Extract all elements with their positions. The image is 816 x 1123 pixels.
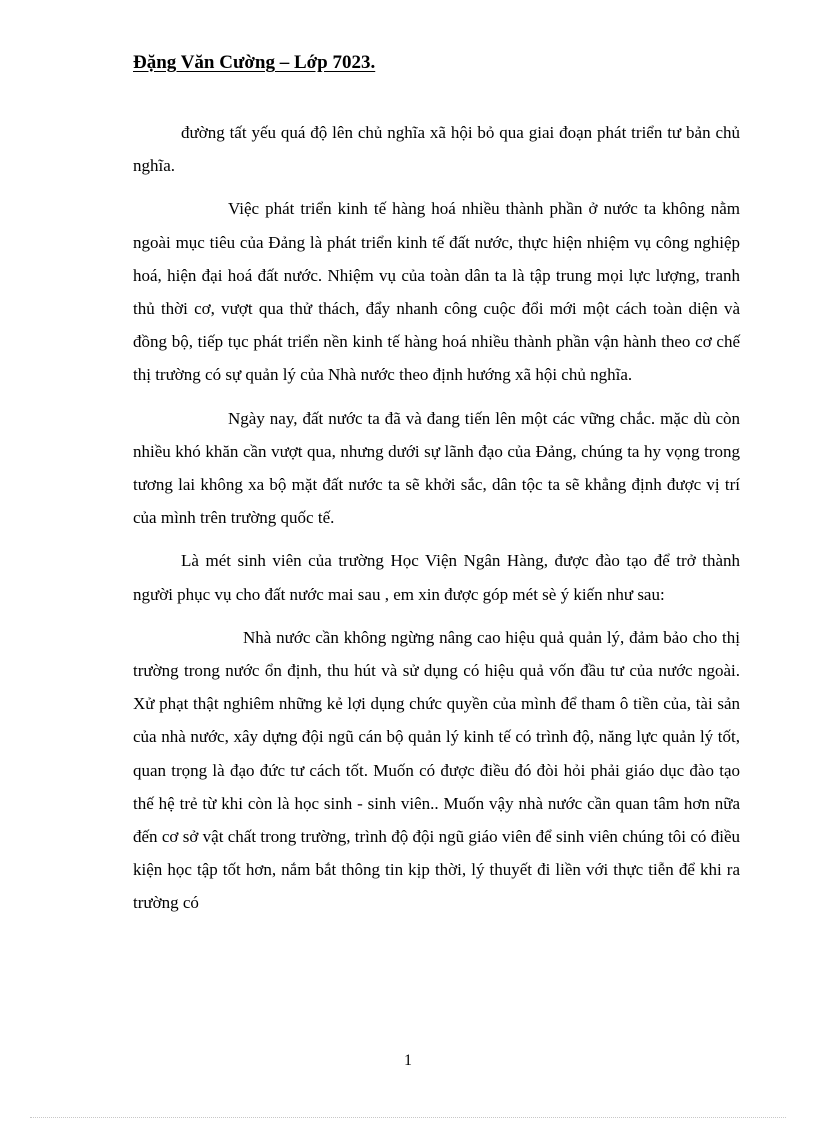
paragraph-continuation: đường tất yếu quá độ lên chủ nghĩa xã hội bỏ qua giai đoạn phát triển tư bản chủ nghĩa.	[133, 123, 740, 176]
page-header-author: Đặng Văn Cường – Lớp 7023.	[133, 52, 376, 73]
paragraph-student-opinion: Là mét sinh viên của trường Học Viện Ngân Hàng, được đào tạo để trở thành người phục vụ cho đất nước mai sau , em xin được góp mét sè ý kiến như sau:	[133, 551, 740, 604]
paragraph-state-management: Nhà nước cần không ngừng nâng cao hiệu quả quản lý, đảm bảo cho thị trường trong nước ổn định, thu hút và sử dụng có hiệu quả vốn đầu tư của nước ngoài. Xử phạt thật nghiêm những kẻ lợi dụng chức quyền của mình để tham ô tiền của, tài sản của nhà nước, xây dựng đội ngũ cán bộ quản lý kinh tế có trình độ, năng lực quản lý tốt, quan trọng là đạo đức tư cách tốt. Muốn có được điều đó đòi hỏi phải giáo dục đào tạo thế hệ trẻ từ khi còn là học sinh - sinh viên.. Muốn vậy nhà nước cần quan tâm hơn nữa đến cơ sở vật chất trong trường, trình độ đội ngũ giáo viên để sinh viên chúng tôi có điều kiện học tập tốt hơn, nắm bắt thông tin kịp thời, lý thuyết đi liền với thực tiễn để khi ra trường có	[133, 627, 740, 913]
paragraph-nowadays: Ngày nay, đất nước ta đã và đang tiến lên một các vững chắc. mặc dù còn nhiều khó khăn cần vượt qua, nhưng dưới sự lãnh đạo của Đảng, chúng ta hy vọng trong tương lai không xa bộ mặt đất nước ta sẽ khởi sắc, dân tộc ta sẽ khẳng định được vị trí của mình trên trường quốc tế.	[133, 408, 740, 528]
page-bottom-border	[30, 1117, 786, 1118]
page-number: 1	[404, 1052, 412, 1069]
document-body	[133, 116, 740, 930]
paragraph-economic-development: Việc phát triển kinh tế hàng hoá nhiều thành phần ở nước ta không nằm ngoài mục tiêu của Đảng là phát triển kinh tế đất nước, thực hiện nhiệm vụ công nghiệp hoá, hiện đại hoá đất nước. Nhiệm vụ của toàn dân ta là tập trung mọi lực lượng, tranh thủ thời cơ, vượt qua thử thách, đẩy nhanh công cuộc đổi mới một cách toàn diện và đồng bộ, tiếp tục phát triển nền kinh tế hàng hoá nhiều thành phần vận hành theo cơ chế thị trường có sự quản lý của Nhà nước theo định hướng xã hội chủ nghĩa.	[133, 199, 740, 385]
